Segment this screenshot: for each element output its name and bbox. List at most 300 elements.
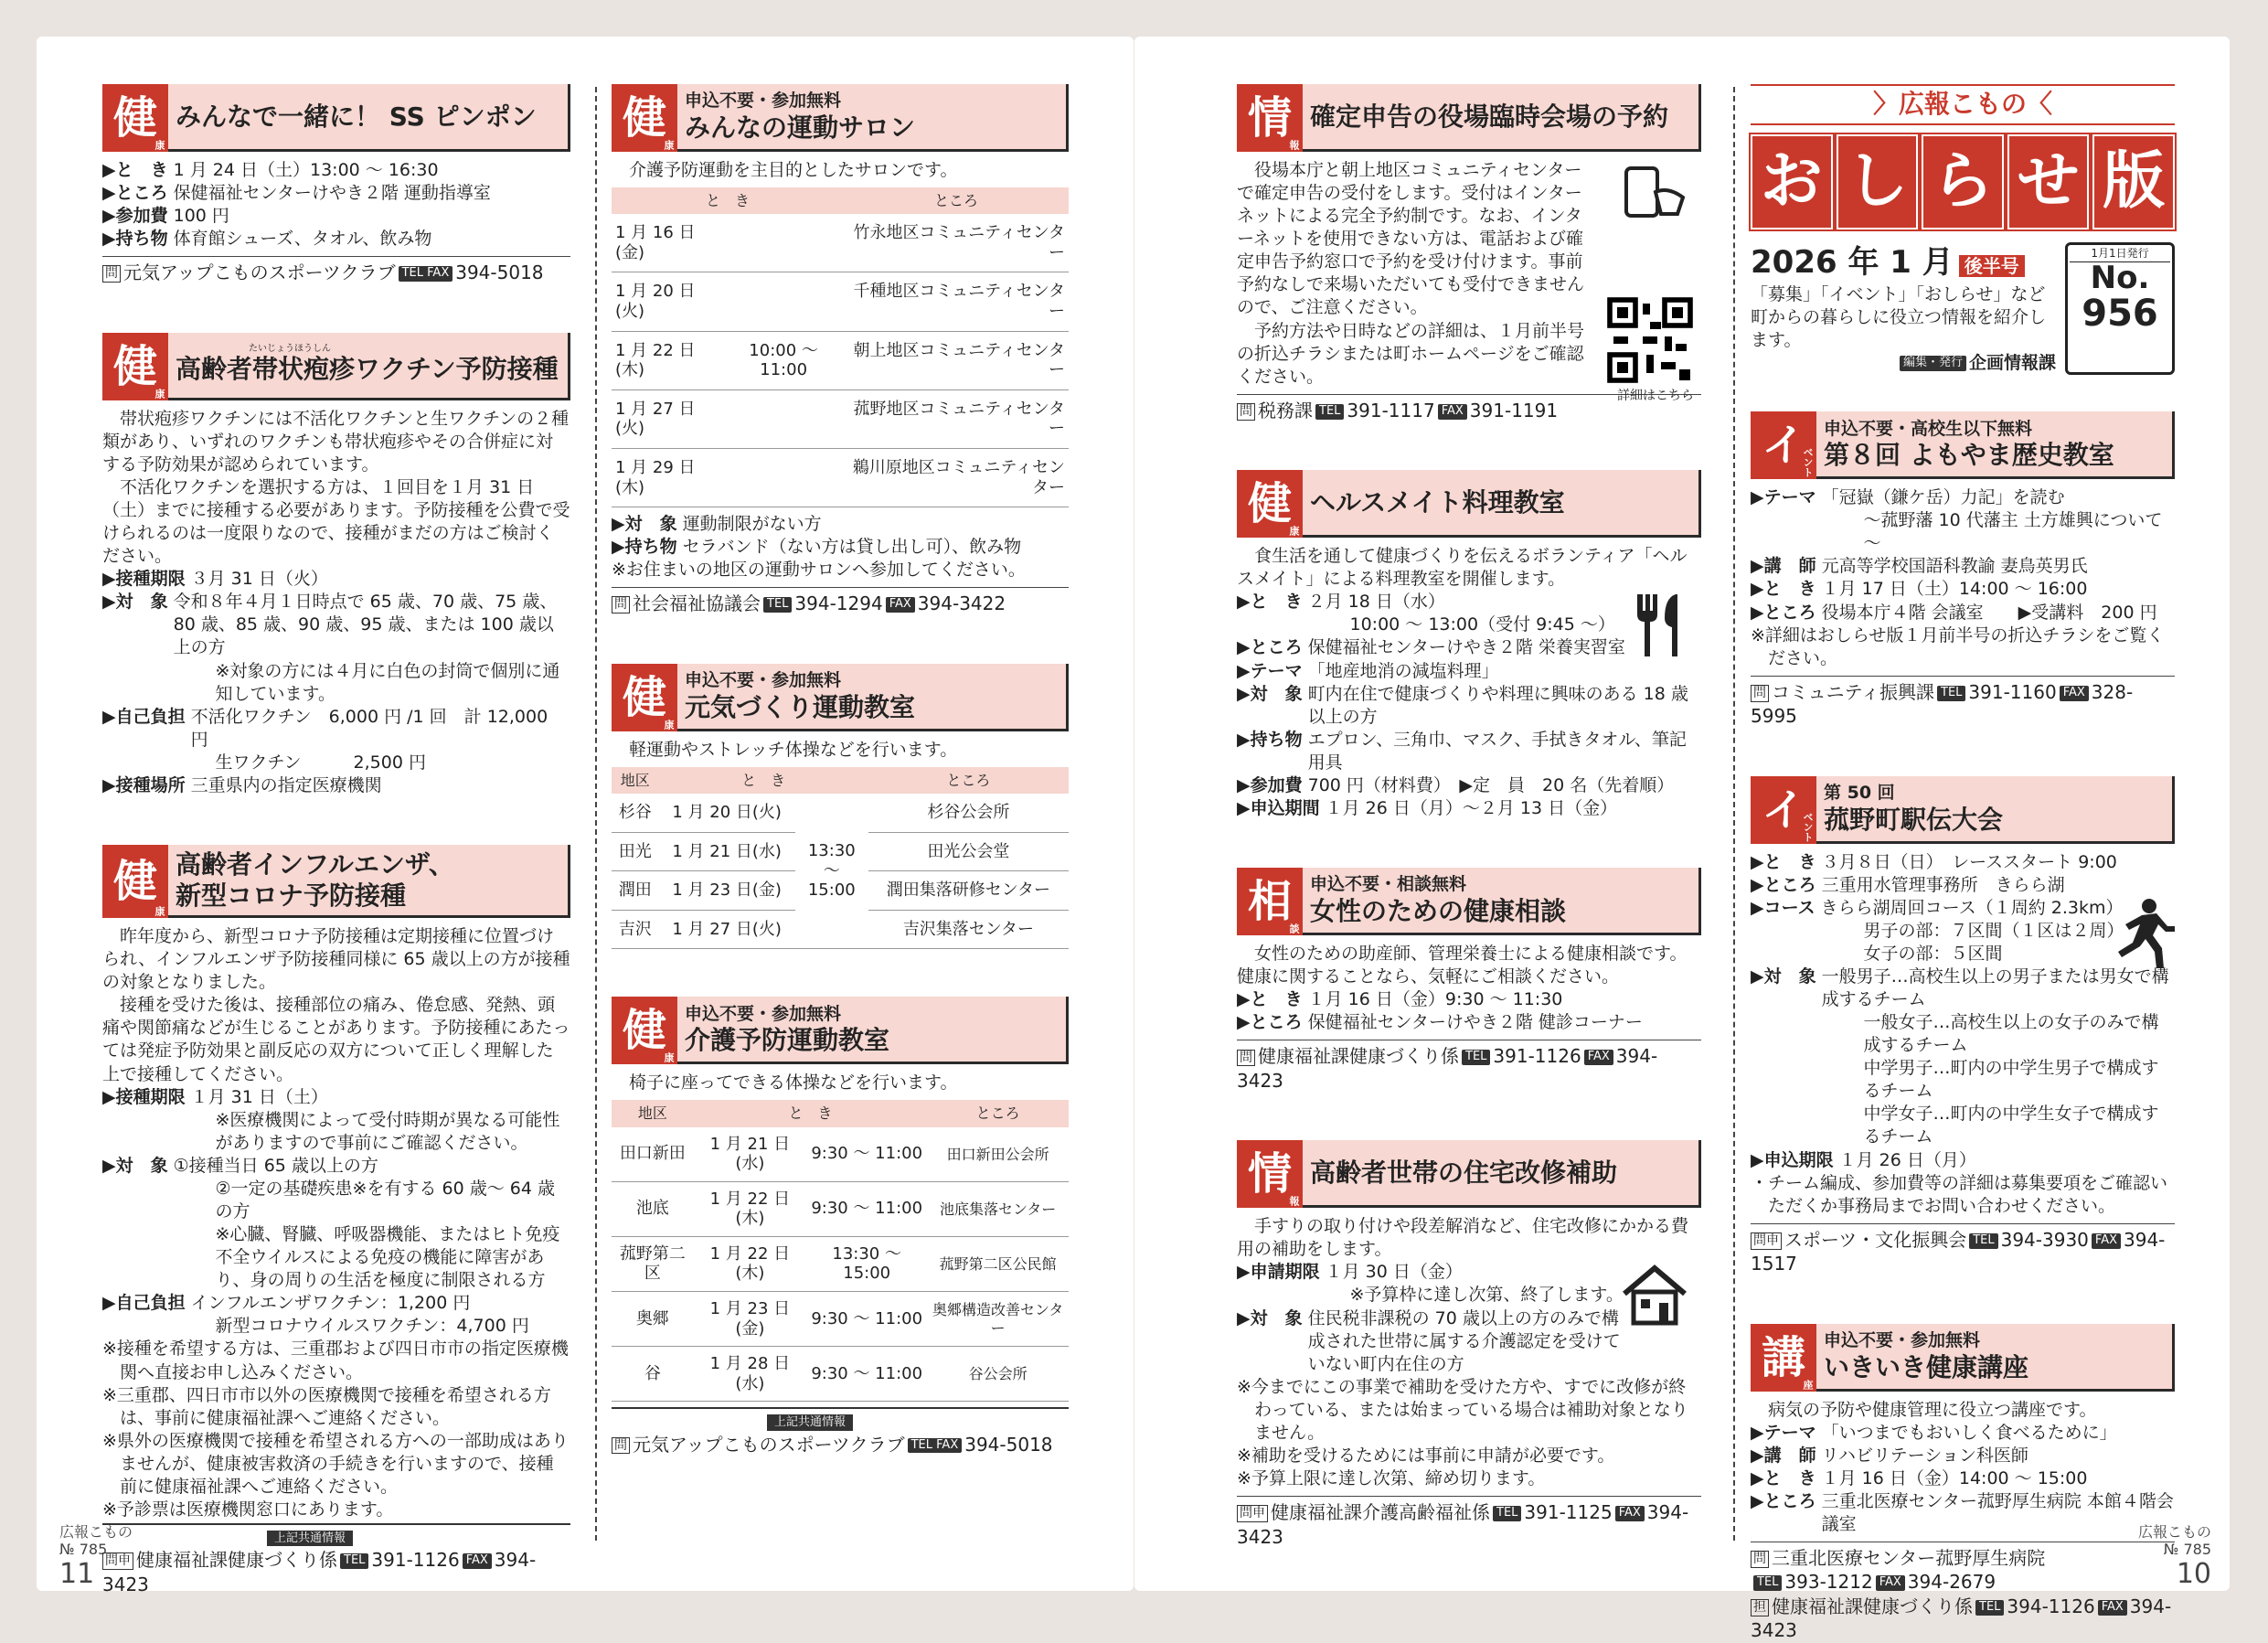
table-row [612,794,1069,832]
contact-line: 問 コミュニティ振興課 TEL 391-1160 FAX 328-5995 [1751,676,2175,729]
table-cell [723,214,844,272]
info-value: 700 円（材料費） ▶定 員 20 名（先着順） [1307,774,1675,795]
paragraph: 女性のための助産師、管理栄養士による健康相談です。健康に関することなら、気軽にご相談ください。 [1237,944,1688,987]
table-cell: 田口新田公会所 [927,1127,1069,1182]
info-key [1751,1103,1864,1148]
info-row [1237,797,1701,820]
info-value: ※医療機関によって受付時期が異なる可能性がありますので事前にご確認ください。 [215,1109,560,1153]
table-cell: 1 月 16 日 (金) [612,214,723,272]
info-key: ▶申込期間 [1237,798,1320,819]
paragraph: 介護予防運動を主目的としたサロンです。 [629,160,958,180]
info-key [1751,943,1864,966]
info-key [102,752,216,774]
info-key: ▶申請期限 [1237,1262,1320,1283]
info-value: 保健福祉センターけやき２階 運動指導室 [173,183,491,204]
info-row [1751,966,2175,1011]
info-value: １月 30 日（金） [1325,1262,1463,1283]
note: ※補助を受けるためには事前に申請が必要です。 [1237,1445,1615,1466]
table-cell: 1 月 21 日(水) [658,832,794,871]
section-title: ヘルスメイト料理教室 [1310,486,1565,517]
info-row [1751,1490,2175,1536]
info-key: ▶参加費 [102,206,168,227]
info-value: 100 円 [173,206,229,227]
common-info-label: 上記共通情報 [612,1407,1069,1432]
category-tag: 健 康 [102,845,168,918]
half-badge: 後半号 [1959,255,2025,277]
info-rows [1237,988,1701,1034]
fork-knife-icon [1628,592,1692,658]
info-key: ▶と き [102,160,168,180]
paragraph: 昨年度から、新型コロナ予防接種は定期接種に位置づけられ、インフルエンザ予防接種同様に 65 歳以上の方が接種の対象となりました。 [102,926,570,993]
info-row [102,159,570,182]
section-title: 高齢者インフルエンザ、 [176,848,454,880]
note: ※接種を希望する方は、三重郡および四日市市の指定医療機関へ直接お申し込みください。 [102,1339,569,1382]
paragraph: 接種を受けた後は、接種部位の痛み、倦怠感、発熱、頭痛や関節痛などが生じることがあります。予防接種にあたっては発症予防効果と副反応の双方について正しく理解した上で接種してください。 [102,995,570,1084]
contact-line: 問 三重北医療センター菰野厚生病院 TEL 393-1212 FAX 394-2679 [1751,1542,2175,1595]
info-key: ▶と き [1237,989,1303,1010]
section-ss-pingpong [102,84,570,285]
info-key: ▶と き [1751,851,1816,872]
info-row [612,513,1069,536]
info-value: ３月 31 日（火） [190,569,328,590]
table-row [612,389,1069,448]
info-key [102,1109,216,1155]
info-value: 女子の部：５区間 [1863,943,2003,964]
section-title: 第８回 よもやま歴史教室 [1824,440,2114,471]
contact-line: 問 社会福祉協議会 TEL 394-1294 FAX 394-3422 [612,587,1069,615]
info-value: 保健福祉センターけやき２階 栄養実習室 [1307,637,1625,658]
table-cell: 1 月 22 日 (木) [612,331,723,389]
masthead-title [1751,134,2175,229]
info-value: 中学女子…町内の中学生女子で構成するチーム [1863,1104,2159,1147]
table-cell: 9:30 ～ 11:00 [806,1181,927,1236]
paragraph: 役場本庁と朝上地区コミュニティセンターで確定申告の受付をします。受付はインターネットによる完全予約制です。なお、インターネットを使用できない方は、電話および確定申告予約窓口で予約を受け付けます。事前予約なしで来場いただいても受付できませんので、ご注意ください。 [1237,160,1585,318]
contact-line: 問 健康福祉課健康づくり係 TEL 391-1126 FAX 394-3423 [1237,1040,1701,1093]
house-icon [1621,1263,1688,1327]
table-cell: 吉沢 [612,910,658,949]
table-cell: 田口新田 [612,1127,694,1182]
section-title: 確定申告の役場臨時会場の予約 [1310,101,1669,132]
info-key: ▶と き [1751,579,1816,600]
ruby-text: たいじょうほうしん [249,344,331,355]
table-cell-time: 13:30 ～ 15:00 [795,794,868,949]
info-key: ▶持ち物 [1237,729,1303,750]
section-header [102,84,570,152]
info-key: ▶ところ [1751,1490,1816,1511]
table-header: と き [658,767,868,794]
info-key [102,660,216,706]
info-row [1751,486,2175,509]
note: ※詳細はおしらせ版１月前半号の折込チラシをご覧ください。 [1751,624,2165,668]
info-row [1237,1261,1628,1284]
section-subtitle: 申込不要・参加無料 [685,1003,842,1024]
section-title-2: 新型コロナ予防接種 [176,880,407,911]
table-cell: 谷 [612,1347,694,1402]
info-row [102,752,570,774]
table-row [612,1127,1069,1182]
table-row [612,331,1069,389]
table-row [612,272,1069,331]
info-value: 体育館シューズ、タオル、飲み物 [173,229,432,250]
info-value: 三重北医療センター菰野厚生病院 本館４階会議室 [1821,1490,2174,1534]
section-title: 介護予防運動教室 [685,1025,890,1056]
table-cell [723,448,844,507]
info-key: ▶対 象 [1237,683,1303,704]
info-key: ▶ところ [1751,602,1816,623]
info-row [1751,1011,2175,1057]
info-row [102,1315,570,1338]
paragraph: 不活化ワクチンを選択する方は、１回目を１月 31 日（土）までに接種する必要があります。予防接種を公費で受けられるのは一度限りなので、接種がまだの方はご検討ください。 [102,476,570,567]
editor: 企画情報課 [1968,353,2056,374]
section-header [1237,868,1701,935]
section-genki-exercise [612,664,1069,950]
table-cell: 10:00 ～ 11:00 [723,331,844,389]
table-row [612,1181,1069,1236]
contact-line: 問 元気アップこものスポーツクラブ TEL FAX 394-5018 [612,1433,1069,1456]
table-cell: 1 月 27 日 (火) [612,389,723,448]
info-rows [1751,486,2175,624]
schedule-table [612,187,1069,507]
category-tag: 講 座 [1751,1324,1816,1392]
info-key: ▶テーマ [1237,660,1303,681]
note: ※予診票は医療機関窓口にあります。 [102,1499,394,1520]
info-row [102,660,570,706]
info-key [102,1223,216,1292]
table-header: 地区 [612,1100,694,1126]
info-row [1751,509,2175,555]
info-row [1751,1467,2175,1490]
section-care-prevention [612,997,1069,1456]
section-title: 元気づくり運動教室 [685,691,916,722]
section-housing-subsidy [1237,1140,1701,1549]
info-value: 新型コロナウイルスワクチン：4,700 円 [215,1316,529,1337]
info-key: ▶と き [1237,592,1303,613]
section-title: 菰野町駅伝大会 [1824,804,2004,835]
section-title: みんなの運動サロン [685,112,916,144]
section-header [612,84,1069,152]
info-value: きらら湖周回コース（１周約 2.3km） [1820,897,2124,918]
contact-line: 問 税務課 TEL 391-1117 FAX 391-1191 [1237,394,1701,422]
info-value: 「いつまでもおいしく食べるために」 [1821,1422,2117,1443]
info-row [1237,683,1701,729]
paragraph: 予約方法や日時などの詳細は、１月前半号の折込チラシまたは町ホームページをご確認ください。 [1237,320,1585,387]
section-header [102,333,570,400]
notes [102,1338,570,1521]
info-key: ▶ところ [102,183,168,204]
info-value: 元高等学校国語科教諭 妻鳥英男氏 [1821,556,2088,577]
section-header [1237,1140,1701,1208]
section-subtitle: 第 50 回 [1824,782,1895,803]
info-rows [102,568,570,797]
info-row [612,536,1069,559]
note: ※予算上限に達し次第、締め切ります。 [1237,1468,1546,1489]
info-value: 男子の部：７区間（１区は２周） [1863,920,2124,941]
category-tag: イ ベント [1751,776,1816,844]
category-tag: 健 康 [612,84,677,152]
contact-line: 問申 スポーツ・文化振興会 TEL 394-3930 FAX 394-1517 [1751,1223,2175,1276]
masthead-char: せ [2007,134,2090,229]
table-cell: 竹永地区コミュニティセンター [844,214,1069,272]
info-row [1751,851,2175,874]
info-row [1751,874,2175,897]
info-rows [102,1086,570,1339]
right-page [1134,37,2230,1642]
info-key: ▶テーマ [1751,487,1816,508]
paragraph: 病気の予防や健康管理に役立つ講座です。 [1768,1399,2097,1420]
section-subtitle: 申込不要・参加無料 [685,91,842,112]
left-column-2 [595,37,1069,1518]
table-cell: 鵜川原地区コミュニティセンター [844,448,1069,507]
table-row [612,448,1069,507]
info-row [1237,1307,1628,1376]
paragraph: 椅子に座ってできる体操などを行います。 [629,1072,958,1094]
paragraph: 手すりの取り付けや段差解消など、住宅改修にかかる費用の補助をします。 [1237,1216,1689,1260]
note: ※お住まいの地区の運動サロンへ参加してください。 [612,560,1026,581]
table-cell: 池底 [612,1181,694,1236]
info-key [1751,920,1864,943]
issue-number-box: 1月1日発行 No. 956 [2065,242,2175,375]
table-cell: 千種地区コミュニティセンター [844,272,1069,331]
category-tag: 相 談 [1237,868,1303,935]
masthead-char: お [1751,134,1833,229]
info-value: 一般男子…高校生以上の男子または男女で構成するチーム [1821,966,2169,1010]
table-cell [723,272,844,331]
table-cell: 池底集落センター [927,1181,1069,1236]
note: ※県外の医療機関で接種を希望される方への一部助成はありませんが、健康被害救済の手続きを行いますので、接種前に健康福祉課へご連絡ください。 [102,1430,569,1497]
info-value: 役場本庁４階 会議室 ▶受講料 200 円 [1821,602,2157,623]
info-row [102,591,570,659]
section-history-class [1751,411,2175,728]
info-key [102,1315,216,1338]
table-cell: 1 月 20 日(火) [658,794,794,832]
info-row [1237,774,1701,797]
info-value: リハビリテーション科医師 [1821,1445,2028,1466]
info-key: ▶接種期限 [102,569,186,590]
section-flu-covid [102,845,570,1596]
info-row [102,205,570,228]
table-cell: 1 月 23 日(金) [658,871,794,911]
section-subtitle: 申込不要・相談無料 [1310,874,1467,895]
table-cell: 潤田 [612,871,658,911]
section-header [1751,411,2175,479]
table-cell: 1 月 22 日 (木) [694,1181,806,1236]
schedule-table [612,767,1069,949]
info-key: ▶ところ [1237,1012,1303,1033]
info-value: 10:00 ～ 13:00（受付 9:45 ～） [1349,614,1615,635]
note: ※三重郡、四日市市以外の医療機関で接種を希望される方は、事前に健康福祉課へご連絡ください。 [102,1384,551,1428]
schedule-table [612,1100,1069,1402]
info-value: 不活化ワクチン 6,000 円 /1 回 計 12,000 円 [190,706,548,750]
info-row [1751,578,2175,601]
info-row [102,1086,570,1109]
info-key: ▶自己負担 [102,706,186,727]
table-header: と き [694,1100,928,1126]
info-rows [102,159,570,251]
info-row [102,1178,570,1223]
info-row [102,1155,570,1178]
contact-line-2: 担 健康福祉課健康づくり係 TEL 394-1126 FAX 394-3423 [1751,1595,2172,1642]
table-header: ところ [868,767,1069,794]
section-cooking-class [1237,470,1701,820]
paragraph: 食生活を通して健康づくりを伝えるボランティア「ヘルスメイト」による料理教室を開催します。 [1237,546,1688,590]
info-value: ※心臓、腎臓、呼吸器機能、またはヒト免疫不全ウイルスによる免疫の機能に障害があり、身の周りの生活を極度に制限される方 [215,1224,560,1291]
section-women-health [1237,868,1701,1093]
info-key: ▶コース [1751,897,1815,918]
info-row [102,774,570,797]
info-key: ▶参加費 [1237,774,1303,795]
category-tag: 健 康 [612,997,677,1064]
info-rows [612,513,1069,559]
info-value: １月 16 日（金）14:00 ～ 15:00 [1821,1467,2088,1488]
category-tag: 健 康 [102,84,168,152]
info-value: 1 月 24 日（土）13:00 ～ 16:30 [173,160,439,180]
masthead-description: 「募集」「イベント」「おしらせ」など町からの暮らしに役立つ情報を紹介します。 [1751,283,2047,350]
info-key: ▶持ち物 [612,537,677,558]
info-value: 運動制限がない方 [682,514,822,535]
table-header: ところ [844,187,1069,214]
category-tag: イ ベント [1751,411,1816,479]
masthead-char: 版 [2092,134,2175,229]
info-value: １月 26 日（月） [1838,1149,1976,1170]
category-tag: 健 康 [1237,470,1303,538]
info-row [102,182,570,205]
left-page [37,37,1134,1595]
table-cell: 1 月 22 日 (木) [694,1236,806,1291]
info-value: ※対象の方には４月に白色の封筒で個別に通知しています。 [215,660,560,704]
table-cell: 1 月 28 日 (水) [694,1347,806,1402]
table-cell: 朝上地区コミュニティセンター [844,331,1069,389]
category-tag: 情 報 [1237,1140,1303,1208]
table-cell: 菰野第二区 [612,1236,694,1291]
info-row [1237,1284,1628,1307]
info-key [1751,509,1864,555]
info-key: ▶対 象 [102,1155,168,1176]
section-header [612,997,1069,1064]
info-row [1751,1103,2175,1148]
info-value: ②一定の基礎疾患※を有する 60 歳～ 64 歳の方 [215,1178,555,1222]
info-key: ▶講 師 [1751,1445,1816,1466]
table-header: と き [612,187,844,214]
table-cell: 1 月 29 日 (木) [612,448,723,507]
info-value: 「地産地消の減塩料理」 [1307,660,1499,681]
info-row [1751,1149,2175,1172]
info-key: ▶自己負担 [102,1293,186,1314]
masthead: 〉広報こもの〈 お し ら せ 版 2026 年 1 月 後半号 「募集」「イベント」「おしらせ」など町からの暮らしに役立つ情報を紹介します。 編集・発行 企画情報課 1月1日発行 No. 956 [1751,84,2175,375]
table-cell: 田光公会堂 [868,832,1069,871]
info-row [102,1223,570,1292]
info-value: ３月８日（日） レーススタート 9:00 [1821,851,2117,872]
section-header [1237,470,1701,538]
note: ・チーム編成、参加費等の詳細は募集要項をご確認いただくか事務局までお問い合わせください。 [1751,1172,2168,1216]
info-value: １月 31 日（土） [190,1086,328,1107]
table-cell: 1 月 27 日(火) [658,910,794,949]
table-cell: 奥郷 [612,1292,694,1347]
table-header: ところ [927,1100,1069,1126]
paragraph: 帯状疱疹ワクチンには不活化ワクチンと生ワクチンの２種類があり、いずれのワクチンも帯状疱疹やその合併症に対する予防効果が認められています。 [102,408,570,475]
paragraph: 軽運動やストレッチ体操などを行います。 [629,739,958,760]
info-value: エプロン、三角巾、マスク、手拭きタオル、筆記用具 [1307,729,1687,773]
info-row [1237,729,1701,774]
notes [1237,1376,1701,1490]
page-footer: 広報こもの № 785 11 [59,1522,133,1590]
table-cell: 菰野地区コミュニティセンター [844,389,1069,448]
info-row [1751,555,2175,578]
section-header [612,664,1069,731]
section-header [1237,84,1701,152]
category-tag: 情 報 [1237,84,1303,152]
info-value: 中学男子…町内の中学生男子で構成するチーム [1863,1058,2159,1102]
table-cell: 奥郷構造改善センター [927,1292,1069,1347]
right-column-1 [1237,37,1701,1548]
info-value: 令和８年４月１日時点で 65 歳、70 歳、75 歳、80 歳、85 歳、90 歳、95 歳、または 100 歳以上の方 [173,592,558,658]
section-header [1751,1324,2175,1392]
section-header [102,845,570,918]
table-cell: 9:30 ～ 11:00 [806,1127,927,1182]
category-tag: 健 康 [612,664,677,731]
section-exercise-salon [612,84,1069,616]
section-header [1751,776,2175,844]
table-cell: 潤田集落研修センター [868,871,1069,911]
table-row [612,214,1069,272]
section-subtitle: 申込不要・高校生以下無料 [1824,418,2033,439]
section-health-lecture [1751,1324,2175,1643]
info-value: １月 26 日（月）～２月 13 日（金） [1325,798,1618,819]
table-cell: 杉谷 [612,794,658,832]
info-key [102,1178,216,1223]
info-value: 一般女子…高校生以上の女子のみで構成するチーム [1863,1012,2159,1056]
info-key: ▶接種期限 [102,1086,186,1107]
info-key [1751,1011,1864,1057]
smartphone-touch-icon [1619,165,1692,219]
table-header: 地区 [612,767,658,794]
note: ※今までにこの事業で補助を受けた方や、すでに改修が終わっている、または始まっている場合は補助対象となりません。 [1237,1376,1688,1443]
section-shingles-vaccine [102,333,570,797]
section-subtitle: 申込不要・参加無料 [1824,1329,1981,1350]
contact-line: 問申 健康福祉課健康づくり係 TEL 391-1126 FAX 394-3423 [102,1549,537,1595]
masthead-char: ら [1922,134,2004,229]
info-key: ▶持ち物 [102,229,168,250]
contact-line: 問 元気アップこものスポーツクラブ TEL FAX 394-5018 [102,256,570,284]
info-value: 住民税非課税の 70 歳以上の方のみで構成された世帯に属する介護認定を受けていない町内在住の方 [1307,1307,1621,1374]
section-title: いきいき健康講座 [1824,1351,2029,1382]
info-key: ▶テーマ [1751,1422,1816,1443]
info-row [1237,660,1701,683]
left-column-1 [102,37,570,1595]
info-row [1237,1011,1701,1034]
info-value: 三重県内の指定医療機関 [190,774,382,795]
info-value: ①接種当日 65 歳以上の方 [173,1155,378,1176]
table-cell [723,389,844,448]
info-key: ▶接種場所 [102,774,186,795]
table-row [612,1347,1069,1402]
info-value: ～菰野藩 10 代藩主 土方雄興について～ [1863,510,2163,554]
table-cell: 1 月 23 日 (金) [694,1292,806,1347]
info-key [1751,1057,1864,1103]
section-title: みんなで一緒に！ SS ピンポン [176,101,537,132]
info-key: ▶ところ [1751,874,1816,895]
info-value: 町内在住で健康づくりや料理に興味のある 18 歳以上の方 [1307,683,1688,727]
masthead-char: し [1837,134,1919,229]
page-footer: 広報こもの № 785 10 [2137,1522,2211,1590]
table-cell: 杉谷公会所 [868,794,1069,832]
table-cell: 谷公会所 [927,1347,1069,1402]
info-key: ▶対 象 [102,592,168,613]
table-row [612,1236,1069,1291]
table-cell: 田光 [612,832,658,871]
info-key: ▶申込期限 [1751,1149,1834,1170]
masthead-banner: 〉広報こもの〈 [1751,84,2175,125]
info-value: ※予算枠に達し次第、終了します。 [1349,1285,1624,1306]
